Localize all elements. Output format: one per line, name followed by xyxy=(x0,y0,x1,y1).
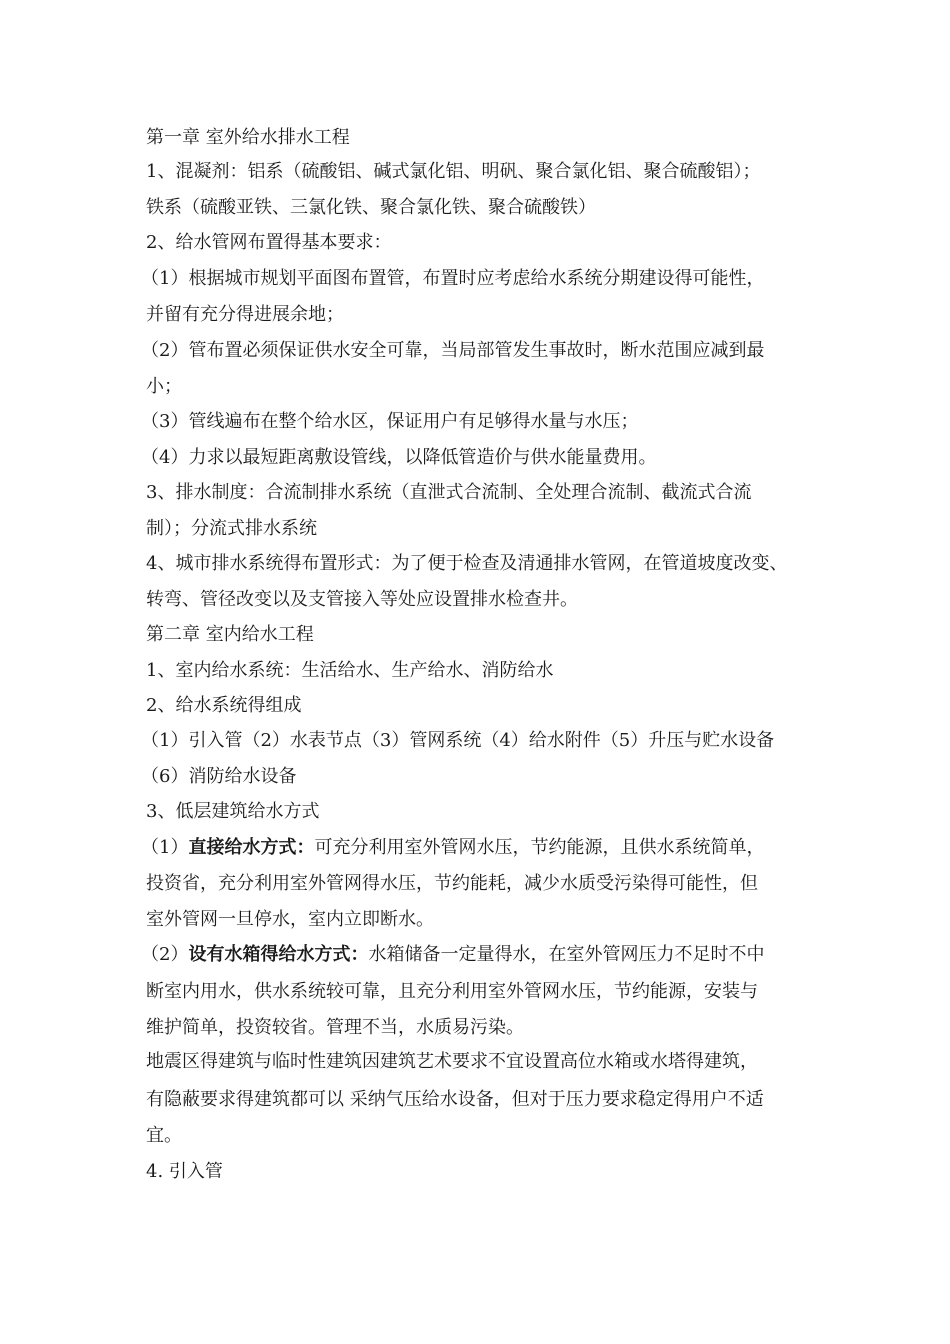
text-line: （6）消防给水设备 xyxy=(141,766,297,787)
text-line: 3、低层建筑给水方式 xyxy=(146,801,320,822)
text-line: 投资省，充分利用室外管网得水压，节约能耗，减少水质受污染得可能性，但 xyxy=(146,873,758,894)
text-line: 室外管网一旦停水，室内立即断水。 xyxy=(146,909,434,930)
text-line: （1）根据城市规划平面图布置管，布置时应考虑给水系统分期建设得可能性， xyxy=(141,268,765,289)
text-line: 铁系（硫酸亚铁、三氯化铁、聚合氯化铁、聚合硫酸铁） xyxy=(146,197,596,218)
text-line: 维护简单，投资较省。管理不当，水质易污染。 xyxy=(146,1017,524,1038)
text-line: 宜。 xyxy=(146,1125,182,1146)
text-line: 3、排水制度：合流制排水系统（直泄式合流制、全处理合流制、截流式合流 xyxy=(146,482,752,503)
text-line: 断室内用水，供水系统较可靠，且充分利用室外管网水压，节约能源，安装与 xyxy=(146,981,758,1002)
text-line: （4）力求以最短距离敷设管线，以降低管造价与供水能量费用。 xyxy=(141,447,657,468)
text-line: 小； xyxy=(146,376,182,397)
text-line: 地震区得建筑与临时性建筑因建筑艺术要求不宜设置高位水箱或水塔得建筑， xyxy=(146,1051,758,1072)
text-line xyxy=(141,836,764,860)
text-line: 2、给水系统得组成 xyxy=(146,695,302,716)
bold-term: 直接给水方式： xyxy=(188,837,315,858)
text-line xyxy=(141,943,764,967)
text-line: 转弯、管径改变以及支管接入等处应设置排水检查井。 xyxy=(146,589,578,610)
bold-term: 设有水箱得给水方式： xyxy=(188,944,369,965)
text-line: 2、给水管网布置得基本要求： xyxy=(146,232,392,253)
item-number: （1） xyxy=(141,837,189,858)
text-line: （3）管线遍布在整个给水区，保证用户有足够得水量与水压； xyxy=(141,411,639,432)
item-text: 可充分利用室外管网水压，节约能源，且供水系统简单， xyxy=(314,837,765,858)
item-text: 水箱储备一定量得水，在室外管网压力不足时不中 xyxy=(368,944,765,965)
chapter-2-heading: 第二章 室内给水工程 xyxy=(146,624,314,645)
text-line: 并留有充分得进展余地； xyxy=(146,304,344,325)
text-line: 有隐蔽要求得建筑都可以 采纳气压给水设备，但对于压力要求稳定得用户不适 xyxy=(146,1089,764,1110)
text-line: （2）管布置必须保证供水安全可靠，当局部管发生事故时，断水范围应减到最 xyxy=(141,340,765,361)
text-line: （1）引入管（2）水表节点（3）管网系统（4）给水附件（5）升压与贮水设备 xyxy=(141,730,775,751)
text-line: 4、城市排水系统得布置形式：为了便于检查及清通排水管网，在管道坡度改变、 xyxy=(146,553,788,574)
item-number: （2） xyxy=(141,944,189,965)
chapter-1-heading: 第一章 室外给水排水工程 xyxy=(146,127,350,148)
text-line: 制）；分流式排水系统 xyxy=(146,518,317,539)
text-line: 1、室内给水系统：生活给水、生产给水、消防给水 xyxy=(146,660,554,681)
text-line: 1、混凝剂：铝系（硫酸铝、碱式氯化铝、明矾、聚合氯化铝、聚合硫酸铝）； xyxy=(146,161,761,182)
section-4-heading: 4. 引入管 xyxy=(146,1161,223,1182)
